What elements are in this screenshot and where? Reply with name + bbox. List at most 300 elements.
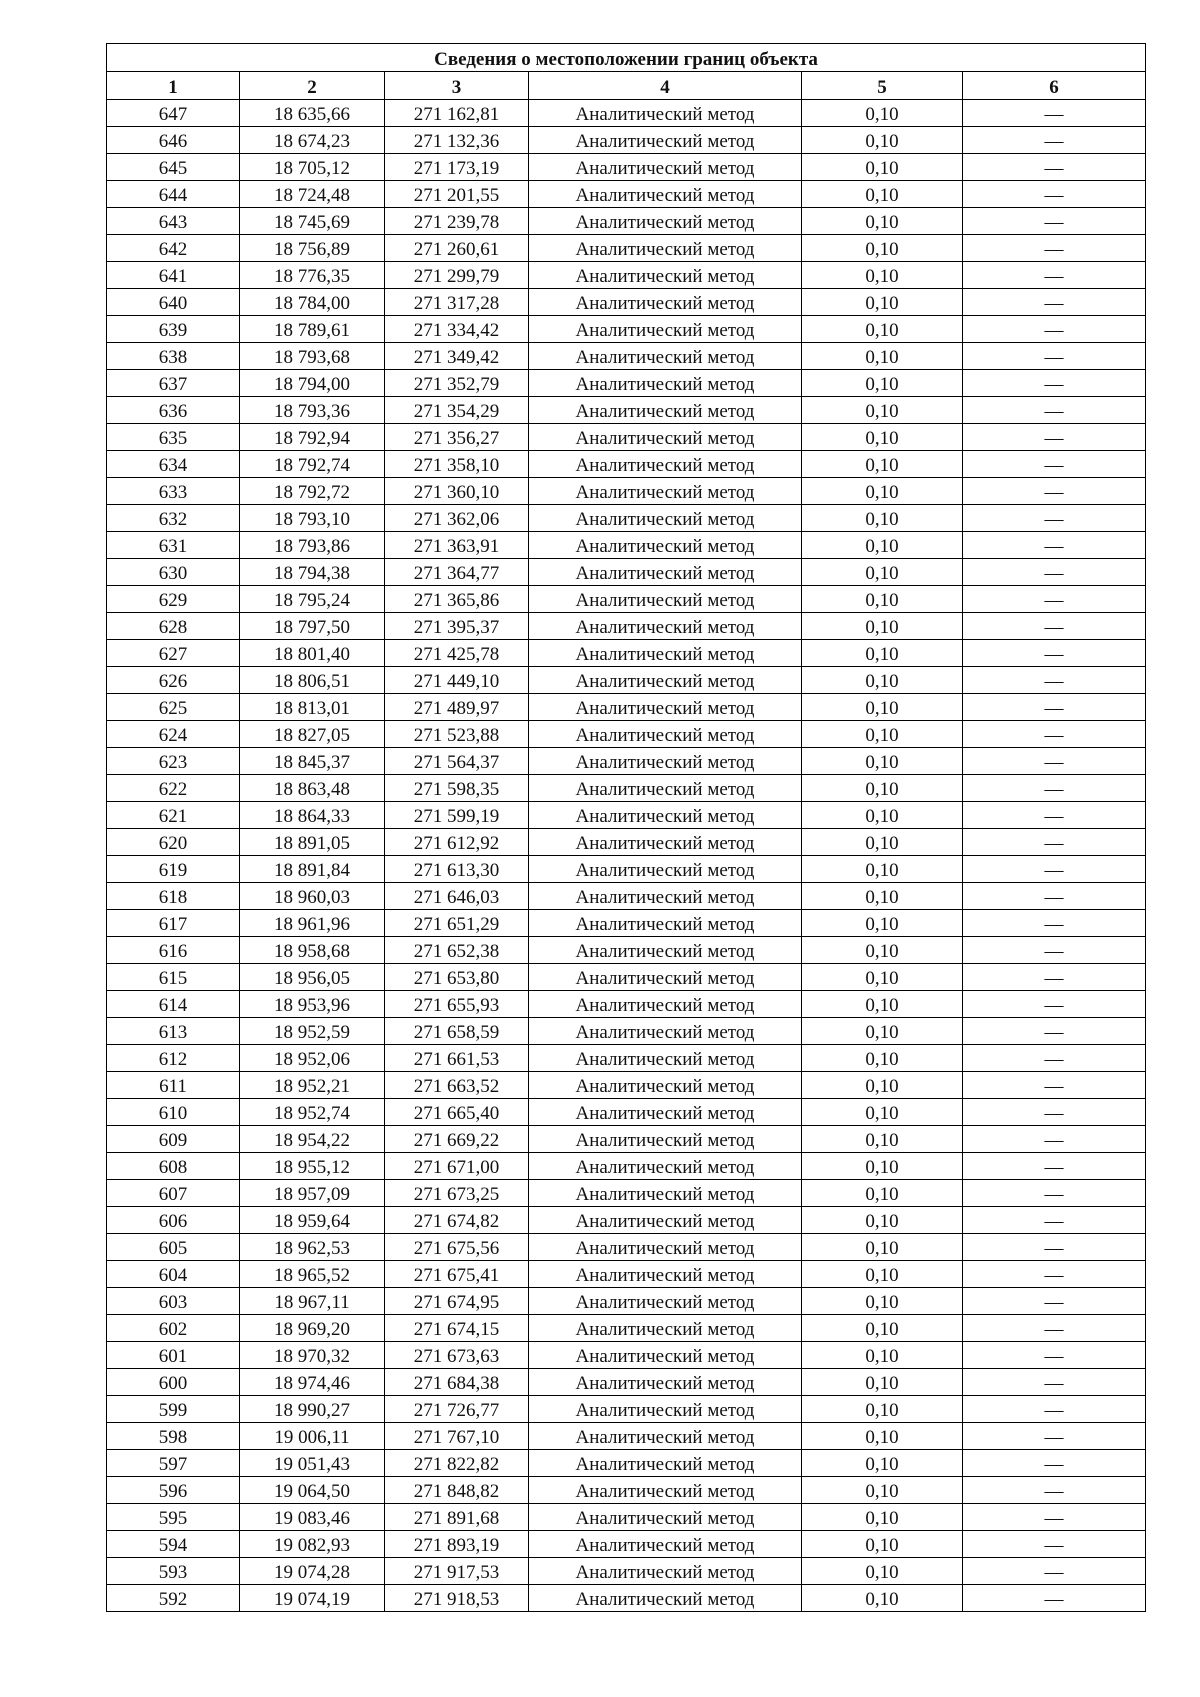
point-number-cell: 613 xyxy=(107,1018,240,1045)
description-cell: — xyxy=(963,424,1146,451)
description-cell: — xyxy=(963,154,1146,181)
description-cell: — xyxy=(963,1531,1146,1558)
point-number-cell: 615 xyxy=(107,964,240,991)
y-coordinate-cell: 271 661,53 xyxy=(385,1045,529,1072)
x-coordinate-cell: 18 962,53 xyxy=(240,1234,385,1261)
point-number-cell: 601 xyxy=(107,1342,240,1369)
description-cell: — xyxy=(963,883,1146,910)
description-cell: — xyxy=(963,613,1146,640)
table-row xyxy=(107,613,1146,640)
accuracy-cell: 0,10 xyxy=(802,208,963,235)
table-row xyxy=(107,640,1146,667)
x-coordinate-cell: 18 961,96 xyxy=(240,910,385,937)
x-coordinate-cell: 18 793,68 xyxy=(240,343,385,370)
y-coordinate-cell: 271 653,80 xyxy=(385,964,529,991)
point-number-cell: 603 xyxy=(107,1288,240,1315)
accuracy-cell: 0,10 xyxy=(802,1369,963,1396)
accuracy-cell: 0,10 xyxy=(802,262,963,289)
method-cell: Аналитический метод xyxy=(529,181,802,208)
table-row xyxy=(107,559,1146,586)
description-cell: — xyxy=(963,1288,1146,1315)
x-coordinate-cell: 18 801,40 xyxy=(240,640,385,667)
x-coordinate-cell: 18 863,48 xyxy=(240,775,385,802)
y-coordinate-cell: 271 395,37 xyxy=(385,613,529,640)
description-cell: — xyxy=(963,1423,1146,1450)
accuracy-cell: 0,10 xyxy=(802,640,963,667)
table-row xyxy=(107,451,1146,478)
accuracy-cell: 0,10 xyxy=(802,1315,963,1342)
y-coordinate-cell: 271 612,92 xyxy=(385,829,529,856)
column-header-3: 3 xyxy=(385,72,529,100)
method-cell: Аналитический метод xyxy=(529,424,802,451)
method-cell: Аналитический метод xyxy=(529,127,802,154)
y-coordinate-cell: 271 674,95 xyxy=(385,1288,529,1315)
table-row xyxy=(107,181,1146,208)
table-row xyxy=(107,1126,1146,1153)
point-number-cell: 642 xyxy=(107,235,240,262)
table-row xyxy=(107,1234,1146,1261)
table-body xyxy=(107,100,1146,1612)
description-cell: — xyxy=(963,937,1146,964)
point-number-cell: 640 xyxy=(107,289,240,316)
point-number-cell: 632 xyxy=(107,505,240,532)
table-row xyxy=(107,1585,1146,1612)
y-coordinate-cell: 271 352,79 xyxy=(385,370,529,397)
point-number-cell: 628 xyxy=(107,613,240,640)
y-coordinate-cell: 271 523,88 xyxy=(385,721,529,748)
method-cell: Аналитический метод xyxy=(529,856,802,883)
x-coordinate-cell: 18 956,05 xyxy=(240,964,385,991)
point-number-cell: 600 xyxy=(107,1369,240,1396)
table-row xyxy=(107,1288,1146,1315)
point-number-cell: 634 xyxy=(107,451,240,478)
y-coordinate-cell: 271 675,41 xyxy=(385,1261,529,1288)
point-number-cell: 592 xyxy=(107,1585,240,1612)
accuracy-cell: 0,10 xyxy=(802,1180,963,1207)
table-row xyxy=(107,1180,1146,1207)
x-coordinate-cell: 18 813,01 xyxy=(240,694,385,721)
table-row xyxy=(107,775,1146,802)
description-cell: — xyxy=(963,721,1146,748)
x-coordinate-cell: 19 064,50 xyxy=(240,1477,385,1504)
accuracy-cell: 0,10 xyxy=(802,1018,963,1045)
y-coordinate-cell: 271 917,53 xyxy=(385,1558,529,1585)
x-coordinate-cell: 18 793,10 xyxy=(240,505,385,532)
point-number-cell: 614 xyxy=(107,991,240,1018)
point-number-cell: 619 xyxy=(107,856,240,883)
method-cell: Аналитический метод xyxy=(529,1558,802,1585)
y-coordinate-cell: 271 684,38 xyxy=(385,1369,529,1396)
x-coordinate-cell: 18 891,84 xyxy=(240,856,385,883)
boundary-coordinates-table xyxy=(106,43,1146,1612)
description-cell: — xyxy=(963,586,1146,613)
method-cell: Аналитический метод xyxy=(529,1477,802,1504)
description-cell: — xyxy=(963,856,1146,883)
description-cell: — xyxy=(963,262,1146,289)
method-cell: Аналитический метод xyxy=(529,1504,802,1531)
x-coordinate-cell: 18 724,48 xyxy=(240,181,385,208)
method-cell: Аналитический метод xyxy=(529,1018,802,1045)
accuracy-cell: 0,10 xyxy=(802,694,963,721)
x-coordinate-cell: 18 797,50 xyxy=(240,613,385,640)
x-coordinate-cell: 18 959,64 xyxy=(240,1207,385,1234)
table-row xyxy=(107,991,1146,1018)
y-coordinate-cell: 271 358,10 xyxy=(385,451,529,478)
y-coordinate-cell: 271 299,79 xyxy=(385,262,529,289)
accuracy-cell: 0,10 xyxy=(802,748,963,775)
y-coordinate-cell: 271 893,19 xyxy=(385,1531,529,1558)
x-coordinate-cell: 18 891,05 xyxy=(240,829,385,856)
method-cell: Аналитический метод xyxy=(529,451,802,478)
table-row xyxy=(107,235,1146,262)
method-cell: Аналитический метод xyxy=(529,1450,802,1477)
point-number-cell: 644 xyxy=(107,181,240,208)
description-cell: — xyxy=(963,532,1146,559)
point-number-cell: 633 xyxy=(107,478,240,505)
table-row xyxy=(107,1531,1146,1558)
x-coordinate-cell: 18 795,24 xyxy=(240,586,385,613)
x-coordinate-cell: 18 954,22 xyxy=(240,1126,385,1153)
method-cell: Аналитический метод xyxy=(529,640,802,667)
description-cell: — xyxy=(963,1018,1146,1045)
method-cell: Аналитический метод xyxy=(529,505,802,532)
description-cell: — xyxy=(963,343,1146,370)
accuracy-cell: 0,10 xyxy=(802,856,963,883)
point-number-cell: 626 xyxy=(107,667,240,694)
method-cell: Аналитический метод xyxy=(529,1153,802,1180)
method-cell: Аналитический метод xyxy=(529,316,802,343)
accuracy-cell: 0,10 xyxy=(802,478,963,505)
y-coordinate-cell: 271 564,37 xyxy=(385,748,529,775)
x-coordinate-cell: 18 806,51 xyxy=(240,667,385,694)
method-cell: Аналитический метод xyxy=(529,154,802,181)
point-number-cell: 639 xyxy=(107,316,240,343)
column-header-6: 6 xyxy=(963,72,1146,100)
y-coordinate-cell: 271 364,77 xyxy=(385,559,529,586)
y-coordinate-cell: 271 173,19 xyxy=(385,154,529,181)
y-coordinate-cell: 271 360,10 xyxy=(385,478,529,505)
description-cell: — xyxy=(963,181,1146,208)
x-coordinate-cell: 18 756,89 xyxy=(240,235,385,262)
y-coordinate-cell: 271 767,10 xyxy=(385,1423,529,1450)
y-coordinate-cell: 271 613,30 xyxy=(385,856,529,883)
accuracy-cell: 0,10 xyxy=(802,775,963,802)
method-cell: Аналитический метод xyxy=(529,370,802,397)
method-cell: Аналитический метод xyxy=(529,964,802,991)
accuracy-cell: 0,10 xyxy=(802,586,963,613)
x-coordinate-cell: 19 051,43 xyxy=(240,1450,385,1477)
method-cell: Аналитический метод xyxy=(529,208,802,235)
y-coordinate-cell: 271 239,78 xyxy=(385,208,529,235)
table-row xyxy=(107,1261,1146,1288)
method-cell: Аналитический метод xyxy=(529,937,802,964)
description-cell: — xyxy=(963,1180,1146,1207)
x-coordinate-cell: 18 794,00 xyxy=(240,370,385,397)
table-row xyxy=(107,1018,1146,1045)
y-coordinate-cell: 271 599,19 xyxy=(385,802,529,829)
point-number-cell: 598 xyxy=(107,1423,240,1450)
point-number-cell: 609 xyxy=(107,1126,240,1153)
description-cell: — xyxy=(963,1234,1146,1261)
table-row xyxy=(107,127,1146,154)
method-cell: Аналитический метод xyxy=(529,775,802,802)
table-row xyxy=(107,1072,1146,1099)
accuracy-cell: 0,10 xyxy=(802,1234,963,1261)
description-cell: — xyxy=(963,1072,1146,1099)
method-cell: Аналитический метод xyxy=(529,1099,802,1126)
point-number-cell: 621 xyxy=(107,802,240,829)
x-coordinate-cell: 18 952,74 xyxy=(240,1099,385,1126)
method-cell: Аналитический метод xyxy=(529,694,802,721)
description-cell: — xyxy=(963,1315,1146,1342)
x-coordinate-cell: 19 082,93 xyxy=(240,1531,385,1558)
method-cell: Аналитический метод xyxy=(529,1180,802,1207)
x-coordinate-cell: 18 792,94 xyxy=(240,424,385,451)
y-coordinate-cell: 271 489,97 xyxy=(385,694,529,721)
point-number-cell: 612 xyxy=(107,1045,240,1072)
method-cell: Аналитический метод xyxy=(529,1315,802,1342)
method-cell: Аналитический метод xyxy=(529,343,802,370)
method-cell: Аналитический метод xyxy=(529,559,802,586)
description-cell: — xyxy=(963,964,1146,991)
method-cell: Аналитический метод xyxy=(529,802,802,829)
table-row xyxy=(107,370,1146,397)
table-row xyxy=(107,1450,1146,1477)
accuracy-cell: 0,10 xyxy=(802,1207,963,1234)
point-number-cell: 602 xyxy=(107,1315,240,1342)
accuracy-cell: 0,10 xyxy=(802,1099,963,1126)
description-cell: — xyxy=(963,208,1146,235)
x-coordinate-cell: 18 745,69 xyxy=(240,208,385,235)
table-row xyxy=(107,829,1146,856)
point-number-cell: 608 xyxy=(107,1153,240,1180)
y-coordinate-cell: 271 646,03 xyxy=(385,883,529,910)
accuracy-cell: 0,10 xyxy=(802,937,963,964)
accuracy-cell: 0,10 xyxy=(802,991,963,1018)
accuracy-cell: 0,10 xyxy=(802,1126,963,1153)
column-header-4: 4 xyxy=(529,72,802,100)
x-coordinate-cell: 18 674,23 xyxy=(240,127,385,154)
table-row xyxy=(107,100,1146,127)
y-coordinate-cell: 271 598,35 xyxy=(385,775,529,802)
table-row xyxy=(107,1558,1146,1585)
y-coordinate-cell: 271 652,38 xyxy=(385,937,529,964)
x-coordinate-cell: 18 970,32 xyxy=(240,1342,385,1369)
accuracy-cell: 0,10 xyxy=(802,802,963,829)
description-cell: — xyxy=(963,559,1146,586)
point-number-cell: 616 xyxy=(107,937,240,964)
y-coordinate-cell: 271 201,55 xyxy=(385,181,529,208)
y-coordinate-cell: 271 365,86 xyxy=(385,586,529,613)
y-coordinate-cell: 271 132,36 xyxy=(385,127,529,154)
description-cell: — xyxy=(963,694,1146,721)
x-coordinate-cell: 18 845,37 xyxy=(240,748,385,775)
table-row xyxy=(107,586,1146,613)
y-coordinate-cell: 271 674,15 xyxy=(385,1315,529,1342)
accuracy-cell: 0,10 xyxy=(802,370,963,397)
accuracy-cell: 0,10 xyxy=(802,343,963,370)
accuracy-cell: 0,10 xyxy=(802,505,963,532)
x-coordinate-cell: 18 635,66 xyxy=(240,100,385,127)
accuracy-cell: 0,10 xyxy=(802,451,963,478)
table-row xyxy=(107,1477,1146,1504)
y-coordinate-cell: 271 356,27 xyxy=(385,424,529,451)
y-coordinate-cell: 271 363,91 xyxy=(385,532,529,559)
x-coordinate-cell: 18 864,33 xyxy=(240,802,385,829)
point-number-cell: 617 xyxy=(107,910,240,937)
table-row xyxy=(107,694,1146,721)
table-row xyxy=(107,1315,1146,1342)
description-cell: — xyxy=(963,1261,1146,1288)
column-number-row xyxy=(107,72,1146,100)
point-number-cell: 622 xyxy=(107,775,240,802)
method-cell: Аналитический метод xyxy=(529,289,802,316)
x-coordinate-cell: 18 960,03 xyxy=(240,883,385,910)
table-row xyxy=(107,856,1146,883)
description-cell: — xyxy=(963,1477,1146,1504)
description-cell: — xyxy=(963,397,1146,424)
y-coordinate-cell: 271 425,78 xyxy=(385,640,529,667)
table-row xyxy=(107,316,1146,343)
y-coordinate-cell: 271 675,56 xyxy=(385,1234,529,1261)
x-coordinate-cell: 19 006,11 xyxy=(240,1423,385,1450)
x-coordinate-cell: 18 969,20 xyxy=(240,1315,385,1342)
method-cell: Аналитический метод xyxy=(529,1342,802,1369)
method-cell: Аналитический метод xyxy=(529,1261,802,1288)
accuracy-cell: 0,10 xyxy=(802,235,963,262)
x-coordinate-cell: 18 990,27 xyxy=(240,1396,385,1423)
point-number-cell: 597 xyxy=(107,1450,240,1477)
x-coordinate-cell: 18 794,38 xyxy=(240,559,385,586)
table-title: Сведения о местоположении границ объекта xyxy=(107,44,1146,72)
y-coordinate-cell: 271 362,06 xyxy=(385,505,529,532)
accuracy-cell: 0,10 xyxy=(802,883,963,910)
method-cell: Аналитический метод xyxy=(529,532,802,559)
y-coordinate-cell: 271 822,82 xyxy=(385,1450,529,1477)
table-row xyxy=(107,1207,1146,1234)
y-coordinate-cell: 271 663,52 xyxy=(385,1072,529,1099)
method-cell: Аналитический метод xyxy=(529,1531,802,1558)
y-coordinate-cell: 271 673,63 xyxy=(385,1342,529,1369)
table-row xyxy=(107,424,1146,451)
description-cell: — xyxy=(963,1396,1146,1423)
accuracy-cell: 0,10 xyxy=(802,424,963,451)
x-coordinate-cell: 18 789,61 xyxy=(240,316,385,343)
y-coordinate-cell: 271 651,29 xyxy=(385,910,529,937)
accuracy-cell: 0,10 xyxy=(802,613,963,640)
description-cell: — xyxy=(963,370,1146,397)
description-cell: — xyxy=(963,478,1146,505)
table-row xyxy=(107,910,1146,937)
accuracy-cell: 0,10 xyxy=(802,100,963,127)
method-cell: Аналитический метод xyxy=(529,991,802,1018)
y-coordinate-cell: 271 260,61 xyxy=(385,235,529,262)
description-cell: — xyxy=(963,640,1146,667)
y-coordinate-cell: 271 162,81 xyxy=(385,100,529,127)
method-cell: Аналитический метод xyxy=(529,1288,802,1315)
table-row xyxy=(107,748,1146,775)
point-number-cell: 606 xyxy=(107,1207,240,1234)
description-cell: — xyxy=(963,910,1146,937)
description-cell: — xyxy=(963,829,1146,856)
table-row xyxy=(107,1099,1146,1126)
point-number-cell: 636 xyxy=(107,397,240,424)
description-cell: — xyxy=(963,748,1146,775)
accuracy-cell: 0,10 xyxy=(802,1045,963,1072)
accuracy-cell: 0,10 xyxy=(802,1072,963,1099)
point-number-cell: 623 xyxy=(107,748,240,775)
accuracy-cell: 0,10 xyxy=(802,154,963,181)
method-cell: Аналитический метод xyxy=(529,1072,802,1099)
table-row xyxy=(107,1342,1146,1369)
accuracy-cell: 0,10 xyxy=(802,1396,963,1423)
x-coordinate-cell: 18 955,12 xyxy=(240,1153,385,1180)
table-row xyxy=(107,667,1146,694)
description-cell: — xyxy=(963,127,1146,154)
point-number-cell: 593 xyxy=(107,1558,240,1585)
method-cell: Аналитический метод xyxy=(529,397,802,424)
accuracy-cell: 0,10 xyxy=(802,1585,963,1612)
x-coordinate-cell: 18 793,86 xyxy=(240,532,385,559)
y-coordinate-cell: 271 674,82 xyxy=(385,1207,529,1234)
y-coordinate-cell: 271 891,68 xyxy=(385,1504,529,1531)
point-number-cell: 638 xyxy=(107,343,240,370)
point-number-cell: 647 xyxy=(107,100,240,127)
x-coordinate-cell: 18 705,12 xyxy=(240,154,385,181)
x-coordinate-cell: 18 793,36 xyxy=(240,397,385,424)
method-cell: Аналитический метод xyxy=(529,262,802,289)
accuracy-cell: 0,10 xyxy=(802,667,963,694)
point-number-cell: 625 xyxy=(107,694,240,721)
table-row xyxy=(107,1369,1146,1396)
table-row xyxy=(107,1045,1146,1072)
point-number-cell: 637 xyxy=(107,370,240,397)
y-coordinate-cell: 271 671,00 xyxy=(385,1153,529,1180)
description-cell: — xyxy=(963,1504,1146,1531)
x-coordinate-cell: 18 957,09 xyxy=(240,1180,385,1207)
x-coordinate-cell: 19 083,46 xyxy=(240,1504,385,1531)
table-row xyxy=(107,262,1146,289)
accuracy-cell: 0,10 xyxy=(802,181,963,208)
method-cell: Аналитический метод xyxy=(529,1207,802,1234)
table-row xyxy=(107,721,1146,748)
accuracy-cell: 0,10 xyxy=(802,1288,963,1315)
method-cell: Аналитический метод xyxy=(529,910,802,937)
accuracy-cell: 0,10 xyxy=(802,397,963,424)
table-row xyxy=(107,1423,1146,1450)
description-cell: — xyxy=(963,1126,1146,1153)
table-row xyxy=(107,802,1146,829)
accuracy-cell: 0,10 xyxy=(802,1342,963,1369)
column-header-5: 5 xyxy=(802,72,963,100)
y-coordinate-cell: 271 665,40 xyxy=(385,1099,529,1126)
y-coordinate-cell: 271 918,53 xyxy=(385,1585,529,1612)
method-cell: Аналитический метод xyxy=(529,1585,802,1612)
description-cell: — xyxy=(963,316,1146,343)
table-row xyxy=(107,1504,1146,1531)
accuracy-cell: 0,10 xyxy=(802,532,963,559)
description-cell: — xyxy=(963,802,1146,829)
point-number-cell: 596 xyxy=(107,1477,240,1504)
table-row xyxy=(107,478,1146,505)
y-coordinate-cell: 271 655,93 xyxy=(385,991,529,1018)
point-number-cell: 645 xyxy=(107,154,240,181)
table-row xyxy=(107,937,1146,964)
description-cell: — xyxy=(963,1585,1146,1612)
table-row xyxy=(107,883,1146,910)
method-cell: Аналитический метод xyxy=(529,1045,802,1072)
y-coordinate-cell: 271 673,25 xyxy=(385,1180,529,1207)
